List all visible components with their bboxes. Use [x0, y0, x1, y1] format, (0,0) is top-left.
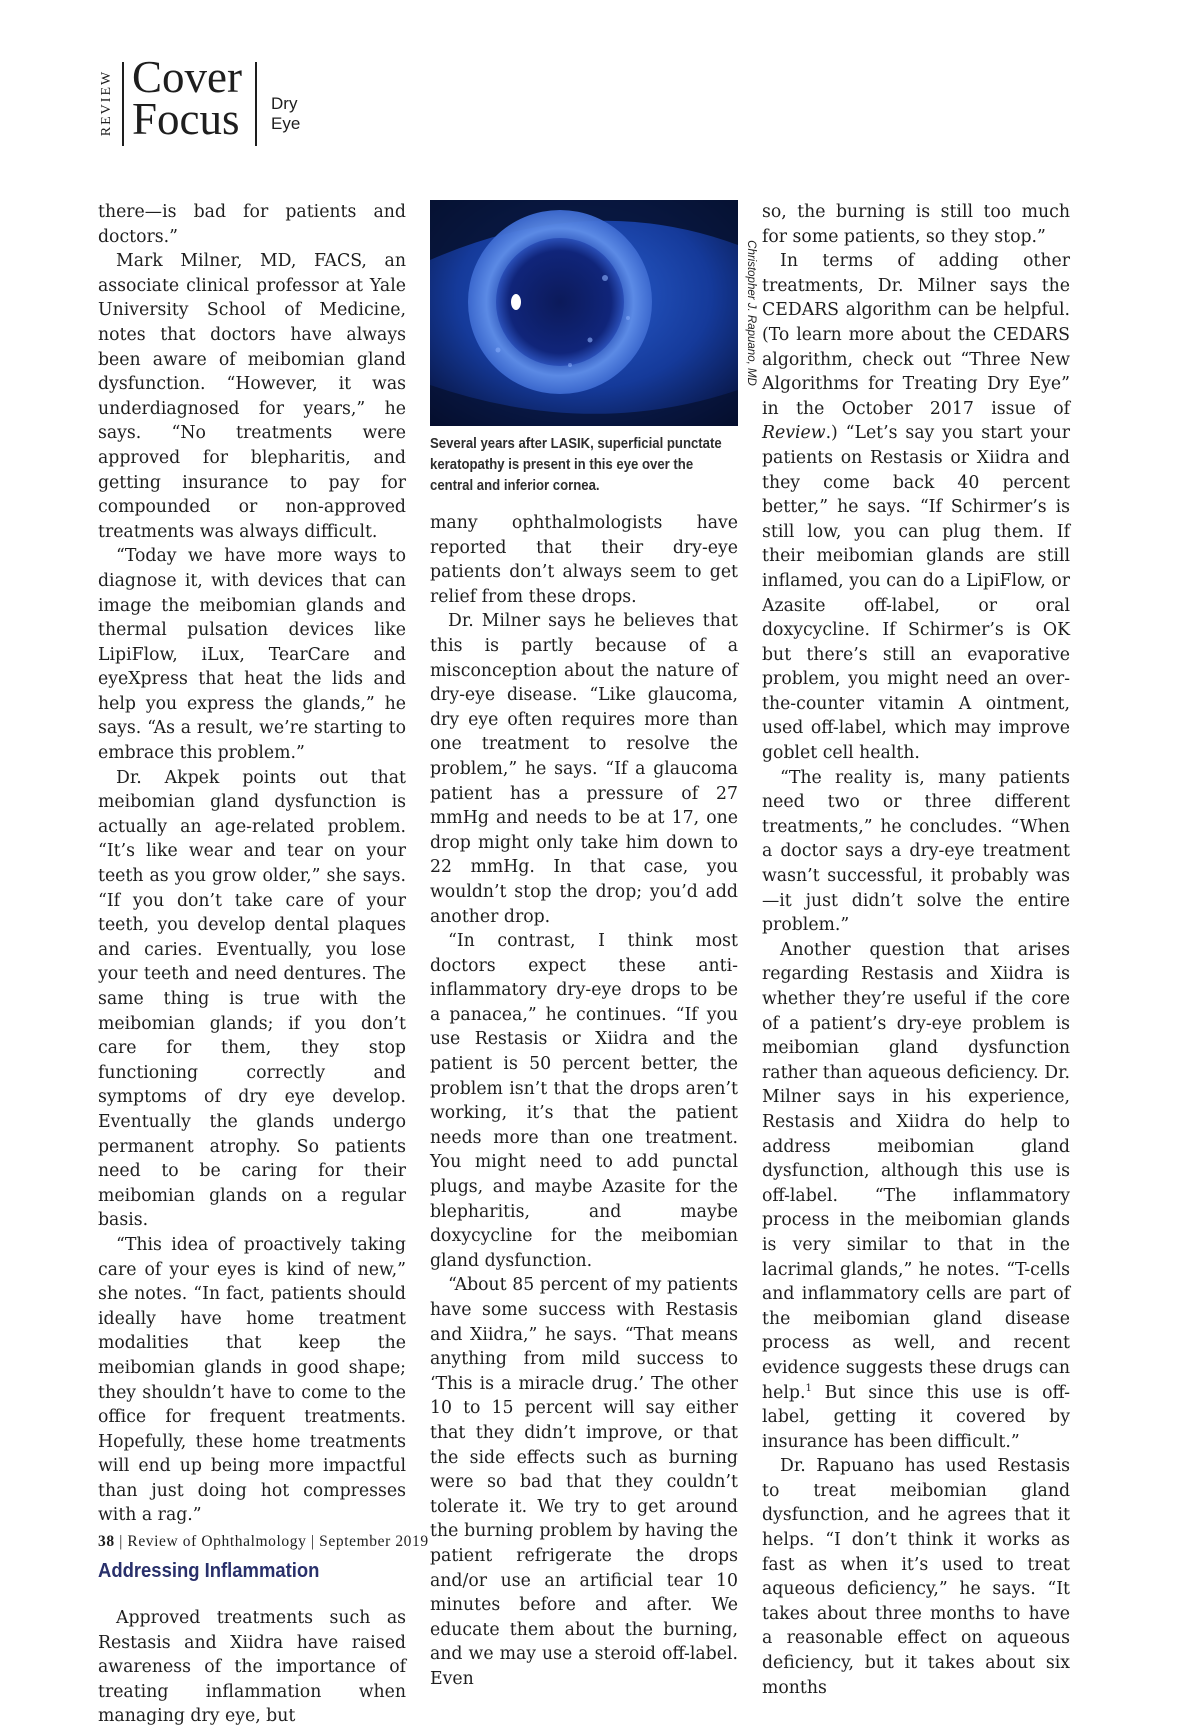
page-number: 38 [98, 1533, 115, 1550]
paragraph: Dr. Akpek points out that meibomian gland dysfunction is actually an age-related problem. “It’s like wear and tear on your teeth as you grow older,” she says. “If you don’t take care of your teeth, you develop dental plaques and caries. Eventually, you lose your teeth and need dentures. The same thing is true with the meibomian glands; if you don’t care for them, they stop functioning correctly and symptoms of dry eye develop. Eventually the glands undergo permanent atrophy. So patients need to be caring for their meibomian glands on a regular basis. [98, 767, 406, 1231]
paragraph: In terms of adding other treatments, Dr. Milner says the CEDARS algorithm can be helpful. (To learn more about the CEDARS algorithm, check out “Three New Algorithms for Treating Dry Eye” in the October 2017 issue of Review.) “Let’s say you start your patients on Restasis or Xiidra and they come back 40 percent better,” he says. “If Schirmer’s is still low, you can plug them. If their meibomian glands are still inflamed, you can do a LipiFlow, or Azasite off-label, or oral doxycycline. If Schirmer’s is OK but there’s still an evaporative problem, you might need an over-the-counter vitamin A ointment, used off-label, which may improve goblet cell health. [762, 251, 1070, 764]
cover-focus-title [132, 52, 242, 144]
topic-label: Dry Eye [271, 94, 301, 133]
paragraph: “In contrast, I think most doctors expect these anti-inflammatory dry-eye drops to be a panacea,” he continues. “If you use Restasis or Xiidra and the patient is 50 percent better, the problem isn’t that the drops aren’t working, it’s that the patient needs more than one treatment. You might need to add punctal plugs, and maybe Azasite for the blepharitis, and maybe doxycycline for the meibomian gland dysfunction. [430, 931, 738, 1271]
paragraph: “The reality is, many patients need two or three different treatments,” he concludes. “When a doctor says a dry-eye treatment wasn’t successful, it probably was—it just didn’t solve the entire problem.” [762, 767, 1070, 936]
article-column-3 [762, 200, 1070, 1700]
page-footer [98, 1533, 429, 1551]
paragraph: Approved treatments such as Restasis and Xiidra have raised awareness of the importance of treating inflammation when managing dry eye, but [98, 1608, 406, 1727]
paragraph: many ophthalmologists have reported that their dry-eye patients don’t always seem to get relief from these drops. [430, 513, 738, 607]
publication-name: Review of Ophthalmology [127, 1533, 307, 1550]
footer-separator: | [310, 1533, 315, 1550]
review-label-vertical: REVIEW [99, 69, 114, 137]
paragraph: “About 85 percent of my patients have some success with Restasis and Xiidra,” he says. “That means anything from mild success to ‘This is a miracle drug.’ The other 10 to 15 percent will say either that they didn’t improve, or that the side effects such as burning were so bad that they couldn’t tolerate it. We try to get around the burning problem by having the patient refrigerate the drops and/or use an artificial tear 10 minutes before and after. We educate them about the burning, and we may use a steroid off-label. Even [430, 1275, 738, 1689]
footer-separator: | [119, 1533, 123, 1550]
paragraph: “This idea of proactively taking care of your eyes is kind of new,” she notes. “In fact, patients should ideally have home treatment modalities that keep the meibomian glands in good shape; they shouldn’t have to come to the office for frequent treatments. Hopefully, these home treatments will end up being more impactful than just doing hot compresses with a rag.” [98, 1234, 406, 1526]
paragraph: Another question that arises regarding Restasis and Xiidra is whether they’re useful if the core of a patient’s dry-eye problem is meibomian gland dysfunction rather than aqueous deficiency. Dr. Milner says in his experience, Restasis and Xiidra do help to address meibomian gland dysfunction, although this use is off-label. “The inflammatory process in the meibomian glands is very similar to that in the lacrimal glands,” he notes. “T-cells and inflammatory cells are part of the meibomian gland disease process as well, and recent evidence suggests these drugs can help.$^1$ But since this use is off-label, getting it covered by insurance has been difficult.” [762, 939, 1070, 1452]
reference-superscript: 1 [805, 1382, 812, 1394]
paragraph: there—is bad for patients and doctors.” [98, 202, 406, 247]
paragraph: Mark Milner, MD, FACS, an associate clinical professor at Yale University School of Medicine, notes that doctors have always been aware of meibomian gland dysfunction. “However, it was underdiagnosed for years,” he says. “No treatments were approved for blepharitis, and getting insurance to pay for compounded or non-approved treatments was always difficult. [98, 251, 406, 542]
photo-credit: Christopher J. Rapuano, MD [745, 240, 757, 386]
paragraph: Dr. Rapuano has used Restasis to treat meibomian gland dysfunction, and he agrees that it helps. “I don’t think it works as fast as when it’s used to treat aqueous deficiency,” he says. “It takes about three months to have a reasonable effect on aqueous deficiency, but it takes about six months [762, 1456, 1070, 1698]
article-column-1 [98, 200, 406, 1729]
figure [430, 200, 738, 497]
section-heading: Addressing Inflammation [98, 1559, 320, 1583]
figure-caption: Several years after LASIK, superficial punctate keratopathy is present in this eye over the central and inferior cornea. [430, 436, 722, 494]
paragraph: so, the burning is still too much for some patients, so they stop.” [762, 202, 1070, 247]
header-divider-right [255, 62, 257, 146]
journal-name: Review [762, 423, 826, 444]
focus-word: Focus [132, 94, 240, 144]
article-column-2 [430, 200, 738, 1692]
cover-word: Cover [132, 52, 242, 102]
paragraph: Dr. Milner says he believes that this is partly because of a misconception about the nature of dry-eye disease. “Like glaucoma, dry eye often requires more than one treatment to resolve the problem,” he says. “If a glaucoma patient has a pressure of 27 mmHg and needs to be at 17, one drop might only take him down to 22 mmHg. In that case, you wouldn’t stop the drop; you’d add another drop. [430, 611, 738, 927]
issue-date: September 2019 [319, 1533, 429, 1550]
header-divider-left [122, 62, 124, 146]
eye-photo [430, 200, 738, 426]
paragraph: “Today we have more ways to diagnose it, with devices that can image the meibomian glands and thermal pulsation devices like LipiFlow, iLux, TearCare and eyeXpress that heat the lids and help you express the glands,” he says. “As a result, we’re starting to embrace this problem.” [98, 546, 406, 764]
